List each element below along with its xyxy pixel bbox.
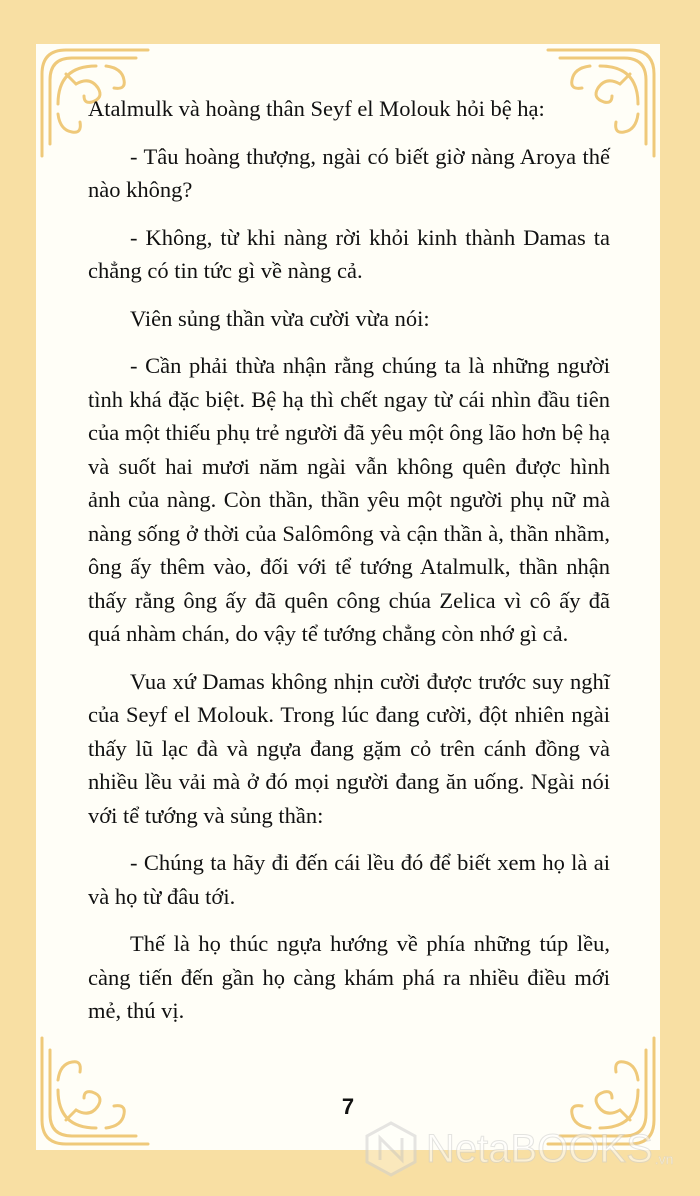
book-page <box>36 44 660 1150</box>
corner-ornament-bottom-left <box>36 1032 154 1150</box>
paragraph: - Chúng ta hãy đi đến cái lều đó để biết xem họ là ai và họ từ đâu tới. <box>88 850 610 909</box>
paragraph: - Cần phải thừa nhận rằng chúng ta là những người tình khá đặc biệt. Bệ hạ thì chết ngay từ cái nhìn đầu tiên của một thiếu phụ trẻ người đã yêu một ông lão hơn bệ hạ và suốt hai mươi năm ngài vẫn không quên được hình ảnh của nàng. Còn thần, thần yêu một người phụ nữ mà nàng sống ở thời của Salômông và cận thần à, thần nhầm, ông ấy thêm vào, đối với tể tướng Atalmulk, thần nhận thấy rằng ông ấy đã quên công chúa Zelica vì cô ấy đã quá nhàm chán, do vậy tể tướng chẳng còn nhớ gì cả. <box>88 353 610 646</box>
watermark-suffix: .vn <box>654 1151 674 1167</box>
paragraph: - Tâu hoàng thượng, ngài có biết giờ nàng Aroya thế nào không? <box>88 143 610 202</box>
watermark <box>362 1120 673 1178</box>
paragraph: Viên sủng thần vừa cười vừa nói: <box>130 305 430 331</box>
paragraph: Atalmulk và hoàng thân Seyf el Molouk hỏi bệ hạ: <box>88 96 545 121</box>
body-text <box>88 92 610 1042</box>
paragraph: - Không, từ khi nàng rời khỏi kinh thành Damas ta chẳng có tin tức gì về nàng cả. <box>88 224 610 283</box>
page-number: 7 <box>341 1094 355 1119</box>
paragraph: Thế là họ thúc ngựa hướng về phía những túp lều, càng tiến đến gần họ càng khám phá ra nhiều điều mới mẻ, thú vị. <box>88 931 610 1023</box>
paragraph: Vua xứ Damas không nhịn cười được trước suy nghĩ của Seyf el Molouk. Trong lúc đang cười, đột nhiên ngài thấy lũ lạc đà và ngựa đang gặm cỏ trên cánh đồng và nhiều lều vải mà ở đó mọi người đang ăn uống. Ngài nói với tể tướng và sủng thần: <box>88 668 610 828</box>
netabooks-logo-icon <box>362 1120 420 1178</box>
watermark-brand: NetaBOOKS <box>426 1126 653 1171</box>
